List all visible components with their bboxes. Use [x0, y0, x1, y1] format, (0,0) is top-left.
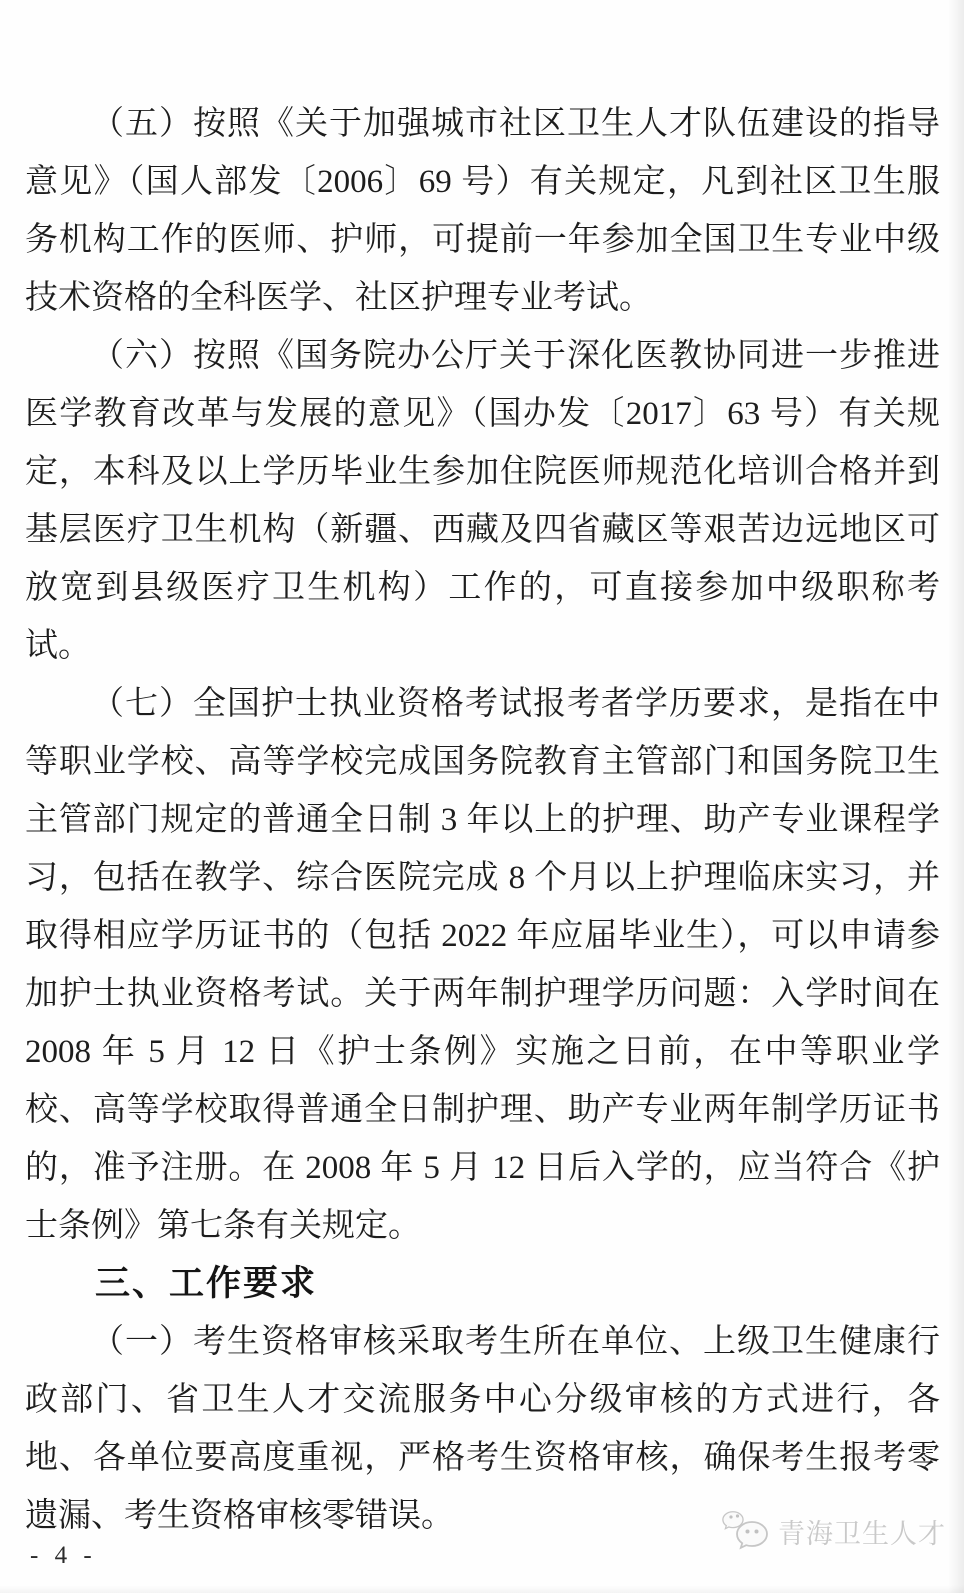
scan-edge-shadow [948, 0, 964, 1593]
document-body [25, 95, 940, 1545]
paragraph-item-1: （一）考生资格审核采取考生所在单位、上级卫生健康行政部门、省卫生人才交流服务中心分级审核的方式进行，各地、各单位要高度重视，严格考生资格审核，确保考生报考零遗漏、考生资格审核零错误。 [25, 1324, 940, 1534]
scan-bottom-shadow [0, 1585, 964, 1593]
section-heading-work-requirements: 三、工作要求 [95, 1264, 318, 1303]
watermark [721, 1508, 946, 1554]
wechat-icon [721, 1508, 773, 1554]
paragraph-item-7: （七）全国护士执业资格考试报考者学历要求，是指在中等职业学校、高等学校完成国务院教育主管部门和国务院卫生主管部门规定的普通全日制 3 年以上的护理、助产专业课程学习，包括在教学、综合医院完成 8 个月以上护理临床实习，并取得相应学历证书的（包括 2022 年应届毕业生），可以申请参加护士执业资格考试。关于两年制护理学历问题：入学时间在 2008 年 5 月 12 日《护士条例》实施之日前，在中等职业学校、高等学校取得普通全日制护理、助产专业两年制学历证书的，准予注册。在 2008 年 5 月 12 日后入学的，应当符合《护士条例》第七条有关规定。 [25, 686, 940, 1244]
paragraph-item-5: （五）按照《关于加强城市社区卫生人才队伍建设的指导意见》（国人部发〔2006〕69 号）有关规定，凡到社区卫生服务机构工作的医师、护师，可提前一年参加全国卫生专业中级技术资格的全科医学、社区护理专业考试。 [25, 106, 940, 316]
page-number: - 4 - [30, 1542, 97, 1569]
watermark-label: 青海卫生人才 [778, 1518, 946, 1549]
paragraph-item-6: （六）按照《国务院办公厅关于深化医教协同进一步推进医学教育改革与发展的意见》（国办发〔2017〕63 号）有关规定，本科及以上学历毕业生参加住院医师规范化培训合格并到基层医疗卫生机构（新疆、西藏及四省藏区等艰苦边远地区可放宽到县级医疗卫生机构）工作的，可直接参加中级职称考试。 [25, 338, 940, 664]
